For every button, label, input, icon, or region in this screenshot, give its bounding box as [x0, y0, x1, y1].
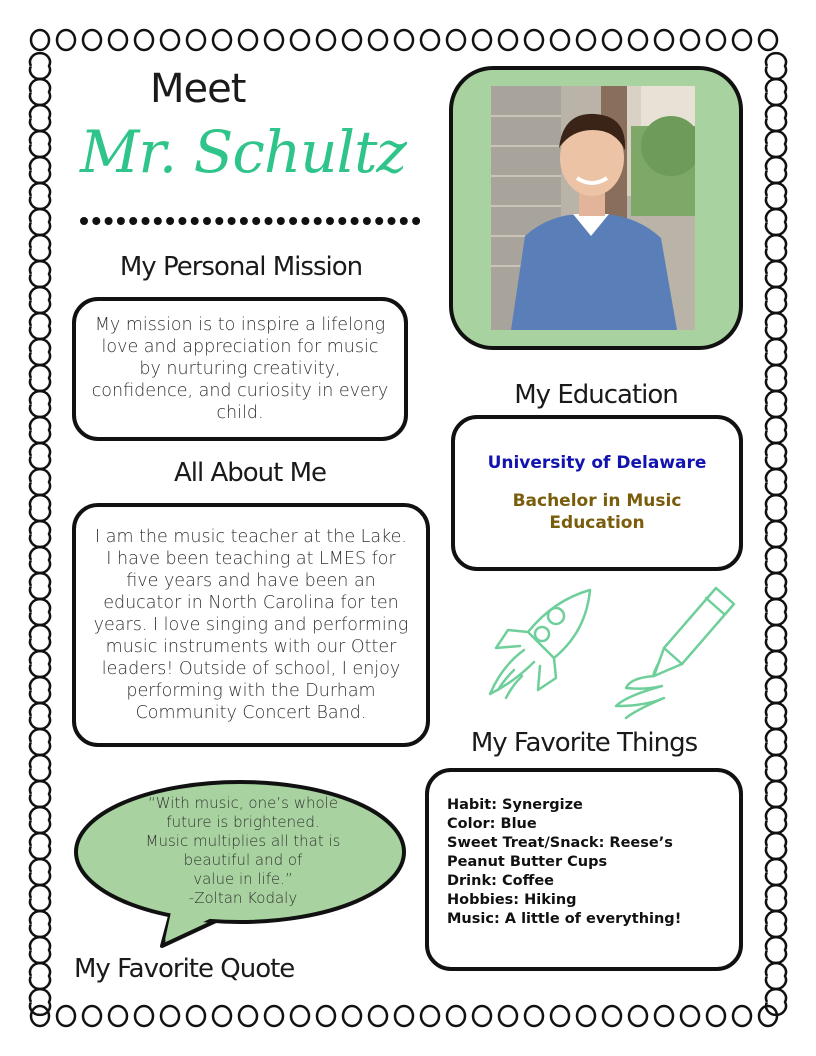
favorites-box — [425, 768, 743, 971]
quote-line: beautiful and of — [183, 851, 303, 869]
list-item: Music: A little of everything! — [447, 911, 682, 927]
list-item: Hobbies: Hiking — [447, 892, 577, 908]
list-item: Drink: Coffee — [447, 873, 554, 889]
quote-line: future is brightened. — [166, 813, 320, 831]
rocket-icon — [484, 586, 600, 704]
meet-title: Meet — [150, 66, 246, 112]
about-heading: All About Me — [173, 458, 327, 488]
education-box — [451, 415, 743, 571]
about-box — [72, 503, 430, 747]
quote-line: value in life.” — [193, 870, 293, 888]
list-item: Peanut Butter Cups — [447, 854, 608, 870]
quote-author: -Zoltan Kodaly — [188, 889, 298, 907]
mission-text: My mission is to inspire a lifelong love and appreciation for music by nurturing creativity, confidence, and curiosity in every child. — [91, 315, 389, 423]
teacher-name: Mr. Schultz — [80, 118, 406, 186]
favorites-heading: My Favorite Things — [470, 728, 698, 758]
photo-frame — [449, 66, 743, 350]
about-text: I am the music teacher at the Lake. I have been teaching at LMES for five years and have been an educator in North Carolina for ten years. I love singing and performing music instruments with our Otter leaders! Outside of school, I enjoy performing with the Durham Community Concert Band. — [93, 527, 409, 723]
quote-line: “With music, one’s whole — [147, 794, 339, 812]
university: University of Delaware — [487, 453, 707, 473]
quote-line: Music multiplies all that is — [145, 832, 341, 850]
pencil-icon — [606, 580, 742, 720]
quote-heading: My Favorite Quote — [74, 954, 295, 984]
quote-text — [118, 794, 368, 908]
list-item: Sweet Treat/Snack: Reese’s — [447, 835, 673, 851]
mission-box — [72, 297, 408, 441]
teacher-photo — [491, 86, 695, 330]
list-item: Color: Blue — [447, 816, 537, 832]
list-item: Habit: Synergize — [447, 797, 583, 813]
mission-heading: My Personal Mission — [119, 252, 363, 282]
degree: Bachelor in Music Education — [512, 491, 682, 533]
education-heading: My Education — [514, 380, 678, 410]
favorites-list — [447, 796, 681, 929]
dot-divider — [78, 214, 424, 228]
